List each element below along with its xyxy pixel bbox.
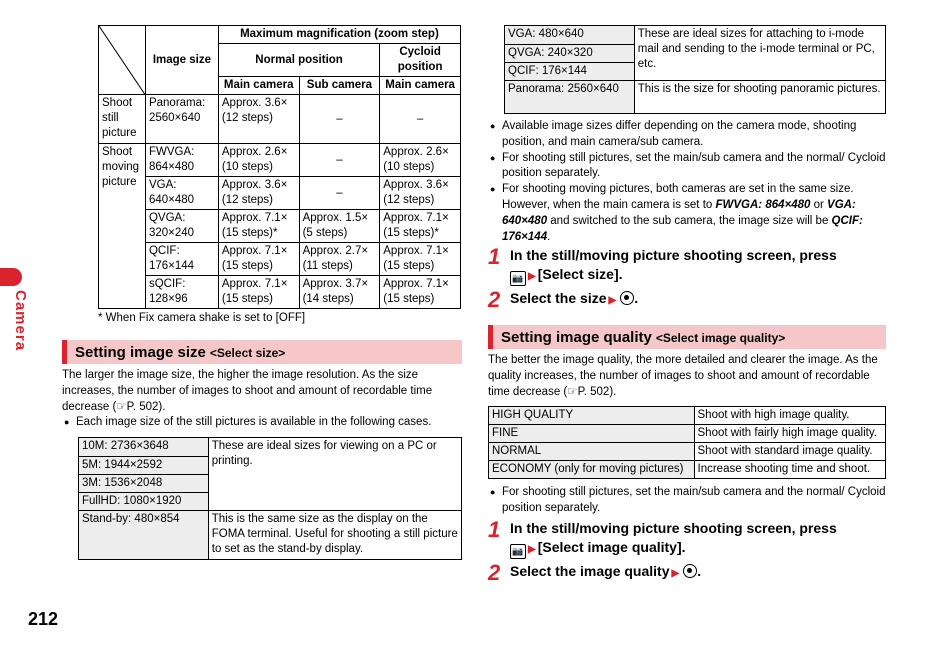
table-row [489, 443, 886, 461]
sub-cell: – [299, 177, 380, 210]
size-label: 5M: 1944×2592 [79, 457, 209, 475]
table-row [489, 461, 886, 479]
size-cell: sQCIF: 128×96 [145, 276, 218, 309]
table-row [489, 407, 886, 425]
note-text: For shooting moving pictures, both cameras are set in the same size. However, when the main camera is set to [502, 183, 854, 211]
note-text: or [810, 198, 828, 211]
quality-label: NORMAL [489, 443, 695, 461]
still-size-table-continued [504, 25, 886, 114]
quality-label: ECONOMY (only for moving pictures) [489, 461, 695, 479]
note-text: and switched to the sub camera, the image size will be [547, 214, 832, 227]
note-emph: FWVGA: 864×480 [715, 198, 811, 211]
size-cell: VGA: 640×480 [145, 177, 218, 210]
size-label: QVGA: 240×320 [505, 45, 635, 63]
note-item [488, 182, 886, 245]
step-menu: [Select size]. [537, 266, 623, 282]
still-size-table [78, 437, 462, 560]
size-label: Panorama: 2560×640 [505, 81, 635, 114]
sub-cell: – [299, 144, 380, 177]
main-cell: Approx. 2.6× (10 steps) [218, 144, 299, 177]
step-number: 2 [488, 560, 501, 585]
center-key-icon [620, 291, 634, 305]
section-heading-image-size [62, 340, 462, 364]
size-cell: QCIF: 176×144 [145, 243, 218, 276]
quality-intro: The better the image quality, the more detailed and clearer the image. As the quality increases, the number of images to shoot and amount of recordable time decrease (☞P. 502). [488, 354, 878, 398]
camera-key-icon: 📷 [510, 544, 526, 559]
quality-desc: Shoot with standard image quality. [694, 443, 886, 461]
section-heading-image-quality [488, 325, 886, 349]
right-triangle-icon: ▶ [528, 271, 536, 282]
size-desc: These are ideal sizes for attaching to i-mode mail and sending to the i-mode terminal or PC, etc. [634, 26, 885, 81]
cycloid-cell: Approx. 2.6× (10 steps) [380, 144, 461, 177]
size-label: QCIF: 176×144 [505, 63, 635, 81]
diagonal-header-cell [99, 26, 146, 95]
size-step-2 [488, 289, 886, 311]
chapter-label: Camera [12, 290, 29, 352]
right-triangle-icon: ▶ [608, 295, 617, 306]
size-intro: The larger the image size, the higher the image resolution. As the size increases, the number of images to shoot and amount of recordable time decrease (☞P. 502). [62, 369, 433, 413]
right-triangle-icon: ▶ [671, 568, 680, 579]
quality-label: HIGH QUALITY [489, 407, 695, 425]
cycloid-cell: Approx. 7.1× (15 steps) [380, 276, 461, 309]
sub-cell: Approx. 2.7× (11 steps) [299, 243, 380, 276]
sub-cell: Approx. 3.7× (14 steps) [299, 276, 380, 309]
sub-cell: Approx. 1.5× (5 steps) [299, 210, 380, 243]
heading-subtitle: <Select image quality> [655, 331, 786, 345]
main-cell: Approx. 3.6× (12 steps) [218, 95, 299, 144]
note-emph: QCIF: 176×144 [502, 214, 863, 243]
table-row [99, 276, 461, 309]
right-triangle-icon: ▶ [528, 544, 536, 555]
cycloid-cell: Approx. 7.1× (15 steps)* [380, 210, 461, 243]
cycloid-position-header: Cycloid position [380, 44, 461, 77]
diagonal-line [99, 26, 146, 96]
step-text [510, 246, 837, 286]
step-number: 1 [488, 517, 501, 542]
cycloid-cell: Approx. 3.6× (12 steps) [380, 177, 461, 210]
step-text [510, 519, 837, 559]
size-desc: This is the size for shooting panoramic pictures. [634, 81, 885, 114]
normal-position-header: Normal position [218, 44, 379, 77]
table-row [489, 425, 886, 443]
size-label: Stand-by: 480×854 [79, 511, 209, 560]
size-step-1 [488, 246, 886, 286]
table-row [99, 210, 461, 243]
quality-desc: Increase shooting time and shoot. [694, 461, 886, 479]
heading-title: Setting image quality [501, 328, 652, 346]
size-bullet-list [62, 415, 462, 431]
page-number: 212 [28, 609, 59, 629]
heading-subtitle: <Select size> [209, 346, 286, 360]
note-item: ● Available image sizes differ depending on the camera mode, shooting position, and main camera/sub camera. [488, 119, 886, 151]
table-row [99, 243, 461, 276]
quality-notes [488, 485, 886, 517]
heading-title: Setting image size [75, 343, 206, 361]
size-cell: QVGA: 320×240 [145, 210, 218, 243]
main-cell: Approx. 7.1× (15 steps) [218, 243, 299, 276]
chapter-tab [0, 268, 22, 286]
table-row [99, 177, 461, 210]
max-mag-header: Maximum magnification (zoom step) [218, 26, 460, 44]
main-cell: Approx. 7.1× (15 steps)* [218, 210, 299, 243]
table-row [99, 144, 461, 177]
cycloid-main-camera-header: Main camera [380, 77, 461, 95]
step-instruction: Select the image quality [510, 563, 670, 579]
quality-desc: Shoot with high image quality. [694, 407, 886, 425]
center-key-icon [683, 564, 697, 578]
step-text: Select the size ▶ . [510, 290, 639, 306]
size-notes [488, 119, 886, 245]
size-label: FullHD: 1080×1920 [79, 493, 209, 511]
cycloid-cell: – [380, 95, 461, 144]
step-instruction: In the still/moving picture shooting screen, press [510, 247, 837, 263]
size-desc: This is the same size as the display on the FOMA terminal. Useful for shooting a still picture to set as the stand-by display. [208, 511, 461, 560]
note-item: ● For shooting still pictures, set the main/sub camera and the normal/ Cycloid position separately. [488, 485, 886, 517]
note-emph: VGA: 640×480 [502, 198, 856, 227]
sub-camera-header: Sub camera [299, 77, 380, 95]
camera-key-icon: 📷 [510, 271, 526, 286]
size-label: 3M: 1536×2048 [79, 475, 209, 493]
note-item: ● For shooting still pictures, set the main/sub camera and the normal/ Cycloid position separately. [488, 151, 886, 183]
step-menu: [Select image quality]. [537, 539, 686, 555]
size-label: VGA: 480×640 [505, 26, 635, 45]
heading-accent-bar [62, 340, 67, 364]
step-instruction: In the still/moving picture shooting screen, press [510, 520, 837, 536]
note-text: . [547, 230, 551, 243]
quality-table [488, 406, 886, 479]
step-number: 1 [488, 244, 501, 269]
step-number: 2 [488, 287, 501, 312]
quality-step-2 [488, 562, 886, 584]
main-cell: Approx. 7.1× (15 steps) [218, 276, 299, 309]
step-text: Select the image quality ▶ . [510, 563, 702, 579]
main-cell: Approx. 3.6× (12 steps) [218, 177, 299, 210]
cycloid-cell: Approx. 7.1× (15 steps) [380, 243, 461, 276]
table-row [99, 95, 461, 144]
image-size-header: Image size [145, 26, 218, 95]
quality-desc: Shoot with fairly high image quality. [694, 425, 886, 443]
table-footnote: * When Fix camera shake is set to [OFF] [98, 312, 306, 324]
sub-cell: – [299, 95, 380, 144]
group-still-label: Shoot still picture [99, 95, 146, 144]
step-instruction: Select the size [510, 290, 607, 306]
size-label: 10M: 2736×3648 [79, 438, 209, 457]
size-desc: These are ideal sizes for viewing on a PC or printing. [208, 438, 461, 511]
group-moving-label: Shoot moving picture [99, 144, 146, 309]
zoom-table [98, 25, 461, 309]
quality-label: FINE [489, 425, 695, 443]
size-cell: Panorama: 2560×640 [145, 95, 218, 144]
bullet-item: ● Each image size of the still pictures is available in the following cases. [62, 415, 462, 431]
heading-accent-bar [488, 325, 493, 349]
main-camera-header: Main camera [218, 77, 299, 95]
quality-step-1 [488, 519, 886, 559]
size-cell: FWVGA: 864×480 [145, 144, 218, 177]
